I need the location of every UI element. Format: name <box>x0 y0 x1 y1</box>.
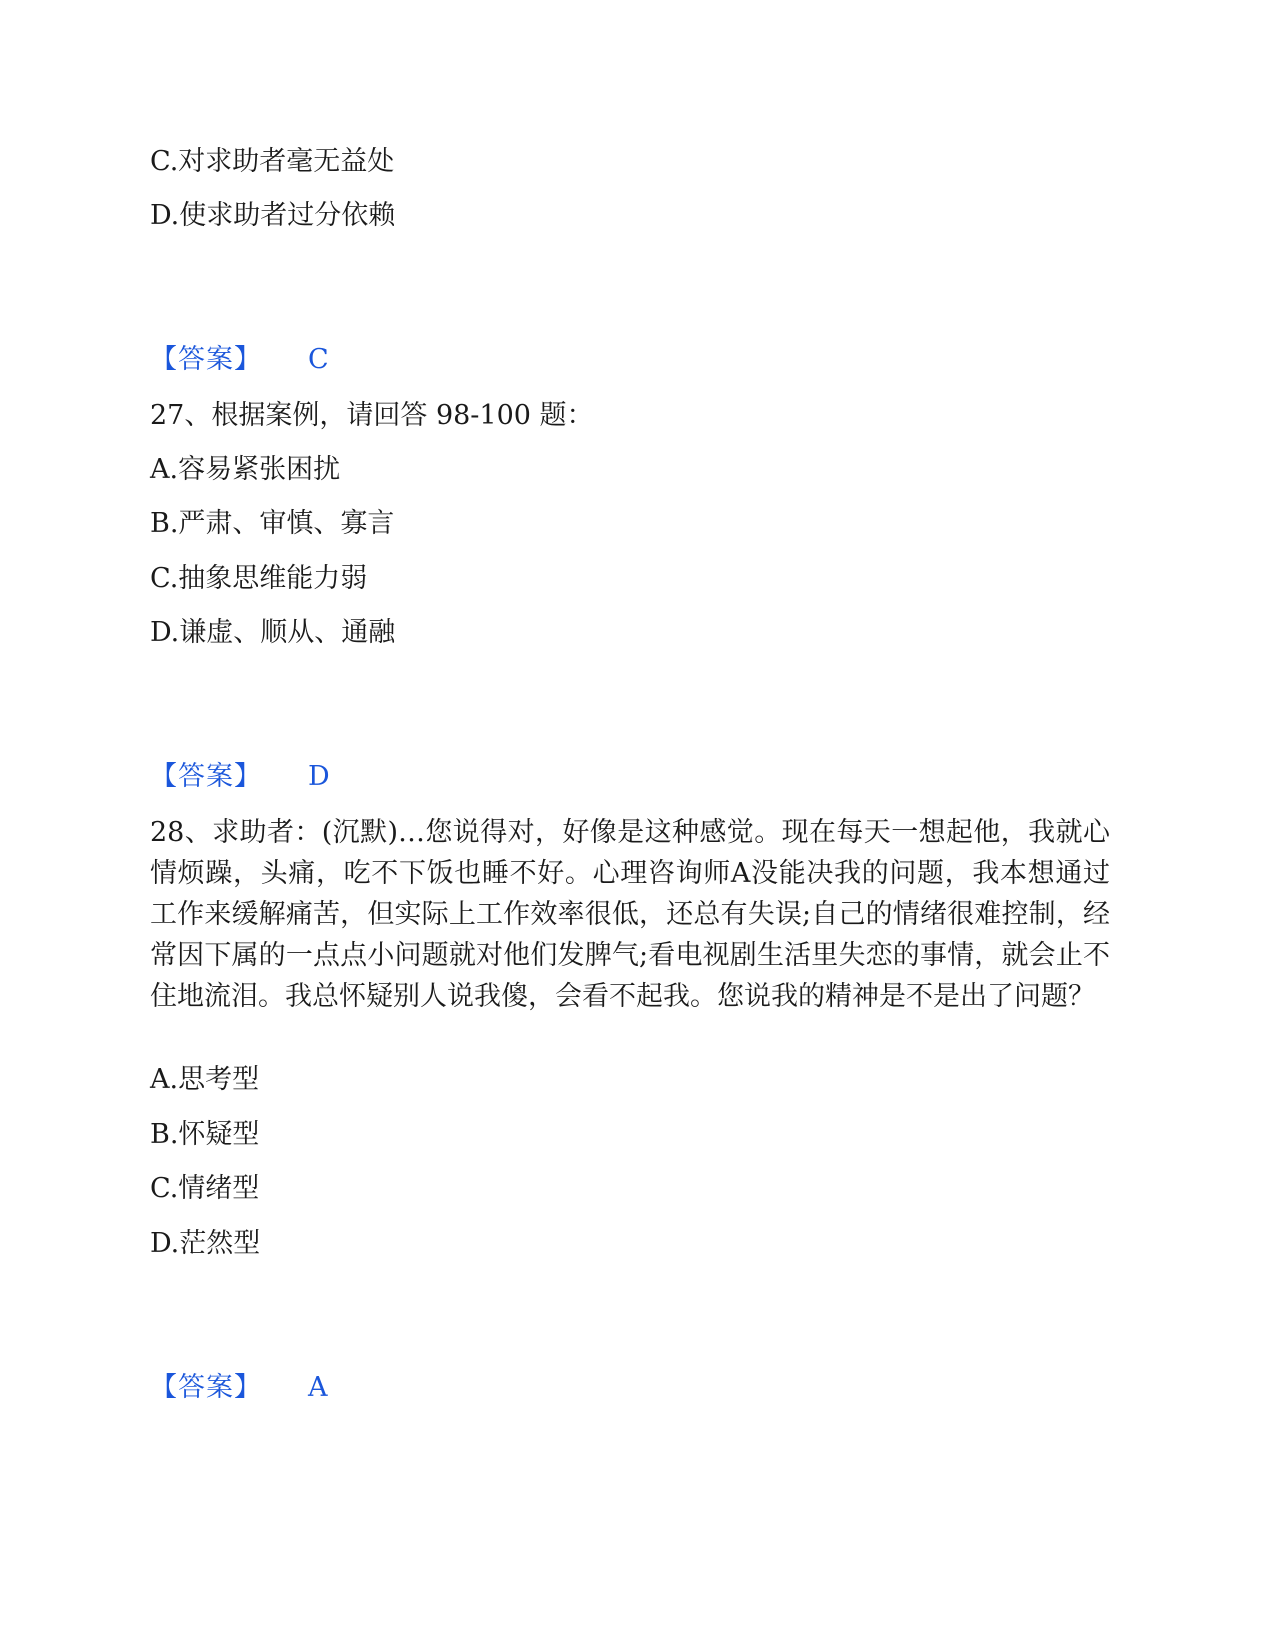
q28-option-b: B.怀疑型 <box>150 1119 260 1150</box>
q28-answer <box>150 1368 328 1408</box>
q28-stem: 28、求助者：(沉默)…您说得对，好像是这种感觉。现在每天一想起他，我就心情烦躁，头痛，吃不下饭也睡不好。心理咨询师A没能决我的问题，我本想通过工作来缓解痛苦，但实际上工作效率很低，还总有失误;自己的情绪很难控制，经常因下属的一点点小问题就对他们发脾气;看电视剧生活里失恋的事情，就会止不住地流泪。我总怀疑别人说我傻，会看不起我。您说我的精神是不是出了问题？ <box>150 817 1110 1012</box>
answer-value: C <box>308 344 329 375</box>
q26-option-c: C.对求助者毫无益处 <box>150 146 395 177</box>
answer-label: 【答案】 <box>150 344 262 375</box>
q27-option-a: A.容易紧张困扰 <box>150 454 341 485</box>
answer-label: 【答案】 <box>150 1372 262 1403</box>
q26-option-d: D.使求助者过分依赖 <box>150 200 396 231</box>
answer-label: 【答案】 <box>150 761 262 792</box>
q28-option-d: D.茫然型 <box>150 1228 261 1259</box>
q26-answer <box>150 340 329 380</box>
q27-option-d: D.谦虚、顺从、通融 <box>150 617 396 648</box>
q27-answer <box>150 757 330 797</box>
q27-option-b: B.严肃、审慎、寡言 <box>150 508 395 539</box>
q27-stem: 27、根据案例，请回答 98-100 题： <box>150 400 594 431</box>
answer-value: D <box>308 761 330 792</box>
q28-option-a: A.思考型 <box>150 1064 260 1095</box>
q27-option-c: C.抽象思维能力弱 <box>150 563 368 594</box>
q28-option-c: C.情绪型 <box>150 1173 260 1204</box>
answer-value: A <box>308 1372 328 1403</box>
